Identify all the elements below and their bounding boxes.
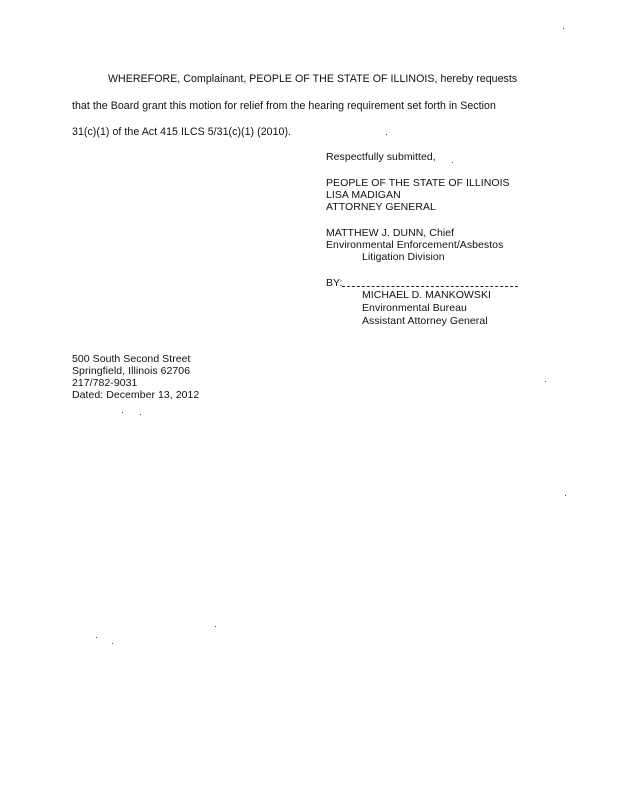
scan-speck [386,134,387,135]
scan-speck [140,414,141,415]
motion-line-2: that the Board grant this motion for relief from the hearing requirement set forth in Section [72,100,496,112]
motion-line-3: 31(c)(1) of the Act 415 ILCS 5/31(c)(1) (2010). [72,126,292,138]
signer-bureau: Environmental Bureau [362,302,467,314]
attorney-general-name: LISA MADIGAN [326,189,401,201]
address-phone: 217/782-9031 [72,377,138,389]
signature-line [342,286,518,287]
dated-line: Dated: December 13, 2012 [72,389,200,401]
scan-speck [452,162,453,163]
address-city: Springfield, Illinois 62706 [72,365,191,377]
signer-name: MICHAEL D. MANKOWSKI [362,289,491,301]
address-street: 500 South Second Street [72,353,191,365]
scan-speck [122,412,123,413]
scan-speck [96,637,97,638]
division-line-1: Environmental Enforcement/Asbestos [326,239,504,251]
by-label: BY: [326,277,343,289]
party-name: PEOPLE OF THE STATE OF ILLINOIS [326,177,510,189]
scan-speck [112,643,113,644]
division-line-2: Litigation Division [362,251,445,263]
signer-title: Assistant Attorney General [362,315,488,327]
attorney-general-title: ATTORNEY GENERAL [326,201,436,213]
scan-speck [565,495,566,496]
scan-speck [563,28,564,29]
scan-speck [215,626,216,627]
closing: Respectfully submitted, [326,151,436,163]
motion-line-1: WHEREFORE, Complainant, PEOPLE OF THE STATE OF ILLINOIS, hereby requests [108,73,518,85]
scan-speck [545,381,546,382]
chief-name: MATTHEW J. DUNN, Chief [326,227,455,239]
